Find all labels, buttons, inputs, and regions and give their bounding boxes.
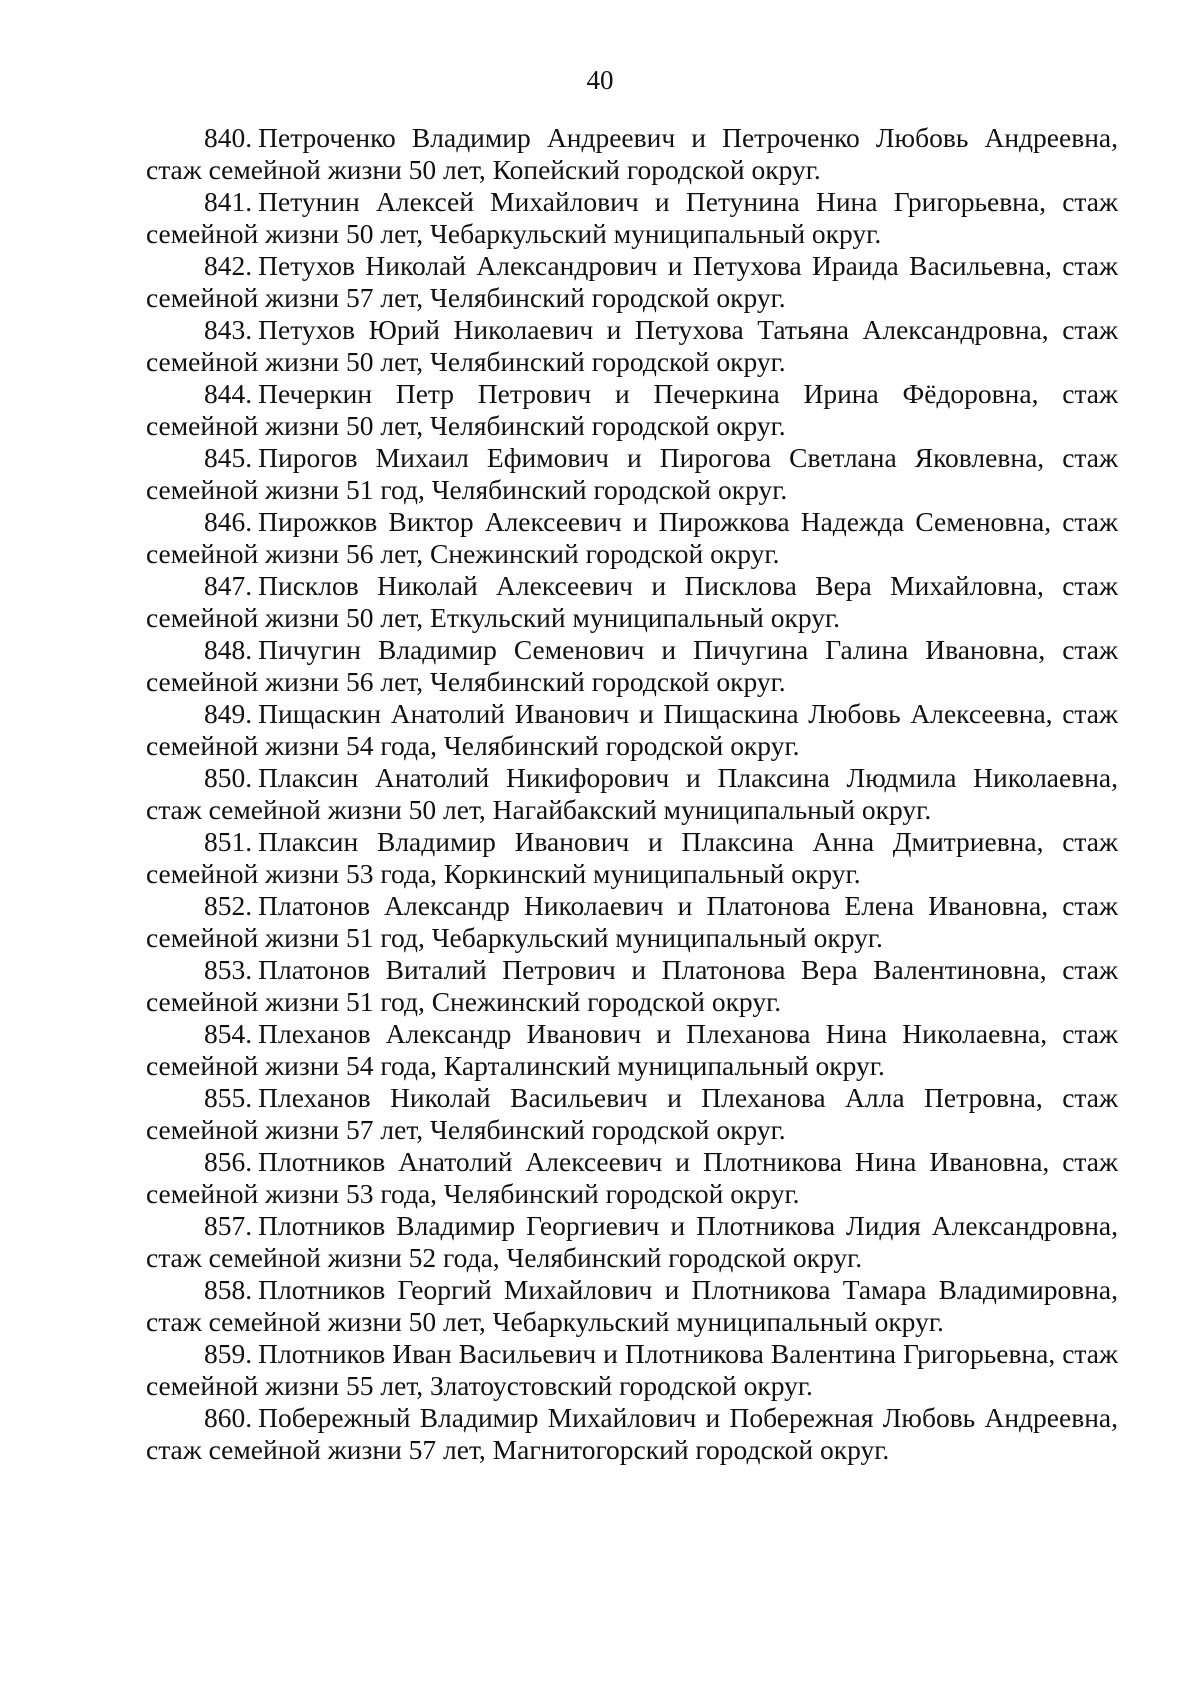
entry-number: 843. — [204, 314, 253, 345]
entry-number: 858. — [204, 1274, 253, 1305]
entry-number: 849. — [204, 698, 253, 729]
list-item — [146, 1082, 1118, 1146]
list-item — [146, 1274, 1118, 1338]
entry-text: Плотников Георгий Михайлович и Плотникова Тамара Владимировна, стаж семейной жизни 50 лет, Чебаркульский муниципальный округ. — [146, 1274, 1118, 1337]
entry-text: Плотников Анатолий Алексеевич и Плотникова Нина Ивановна, стаж семейной жизни 53 года, Челябинский городской округ. — [146, 1146, 1118, 1209]
entry-text: Петунин Алексей Михайлович и Петунина Нина Григорьевна, стаж семейной жизни 50 лет, Чебаркульский муниципальный округ. — [146, 186, 1118, 249]
entry-number: 852. — [204, 890, 253, 921]
list-item — [146, 506, 1118, 570]
list-item — [146, 1210, 1118, 1274]
list-item — [146, 186, 1118, 250]
list-item — [146, 570, 1118, 634]
list-item — [146, 1338, 1118, 1402]
entry-number: 853. — [204, 954, 253, 985]
entry-text: Побережный Владимир Михайлович и Побережная Любовь Андреевна, стаж семейной жизни 57 лет, Магнитогорский городской округ. — [146, 1402, 1118, 1465]
list-item — [146, 1146, 1118, 1210]
entry-number: 855. — [204, 1082, 253, 1113]
entry-number: 844. — [204, 378, 253, 409]
list-item — [146, 442, 1118, 506]
entry-number: 860. — [204, 1402, 253, 1433]
page-number: 40 — [586, 65, 614, 95]
entry-number: 857. — [204, 1210, 253, 1241]
list-item — [146, 698, 1118, 762]
entry-number: 841. — [204, 186, 253, 217]
entry-number: 859. — [204, 1338, 253, 1369]
list-item — [146, 122, 1118, 186]
entry-text: Платонов Александр Николаевич и Платонова Елена Ивановна, стаж семейной жизни 51 год, Чебаркульский муниципальный округ. — [146, 890, 1118, 953]
list-item — [146, 1018, 1118, 1082]
entry-text: Пирожков Виктор Алексеевич и Пирожкова Надежда Семеновна, стаж семейной жизни 56 лет, Снежинский городской округ. — [146, 506, 1118, 569]
entry-text: Плотников Иван Васильевич и Плотникова Валентина Григорьевна, стаж семейной жизни 55 лет, Златоустовский городской округ. — [146, 1338, 1118, 1401]
entry-text: Плеханов Николай Васильевич и Плеханова Алла Петровна, стаж семейной жизни 57 лет, Челябинский городской округ. — [146, 1082, 1118, 1145]
entry-number: 848. — [204, 634, 253, 665]
entry-text: Пищаскин Анатолий Иванович и Пищаскина Любовь Алексеевна, стаж семейной жизни 54 года, Челябинский городской округ. — [146, 698, 1118, 761]
entry-number: 846. — [204, 506, 253, 537]
entry-number: 842. — [204, 250, 253, 281]
list-item — [146, 314, 1118, 378]
entry-number: 847. — [204, 570, 253, 601]
list-item — [146, 954, 1118, 1018]
entry-text: Петухов Юрий Николаевич и Петухова Татьяна Александровна, стаж семейной жизни 50 лет, Челябинский городской округ. — [146, 314, 1118, 377]
entry-number: 856. — [204, 1146, 253, 1177]
entry-number: 850. — [204, 762, 253, 793]
list-item — [146, 890, 1118, 954]
entry-text: Плаксин Владимир Иванович и Плаксина Анна Дмитриевна, стаж семейной жизни 53 года, Коркинский муниципальный округ. — [146, 826, 1118, 889]
list-item — [146, 1402, 1118, 1466]
entry-text: Печеркин Петр Петрович и Печеркина Ирина Фёдоровна, стаж семейной жизни 50 лет, Челябинский городской округ. — [146, 378, 1118, 441]
entry-text: Платонов Виталий Петрович и Платонова Вера Валентиновна, стаж семейной жизни 51 год, Снежинский городской округ. — [146, 954, 1118, 1017]
award-list — [146, 122, 1118, 1466]
entry-text: Петухов Николай Александрович и Петухова Ираида Васильевна, стаж семейной жизни 57 лет, Челябинский городской округ. — [146, 250, 1118, 313]
entry-text: Пичугин Владимир Семенович и Пичугина Галина Ивановна, стаж семейной жизни 56 лет, Челябинский городской округ. — [146, 634, 1118, 697]
entry-text: Петроченко Владимир Андреевич и Петроченко Любовь Андреевна, стаж семейной жизни 50 лет, Копейский городской округ. — [146, 122, 1118, 185]
entry-number: 851. — [204, 826, 253, 857]
list-item — [146, 826, 1118, 890]
list-item — [146, 250, 1118, 314]
list-item — [146, 762, 1118, 826]
list-item — [146, 634, 1118, 698]
entry-number: 854. — [204, 1018, 253, 1049]
entry-text: Плотников Владимир Георгиевич и Плотникова Лидия Александровна, стаж семейной жизни 52 года, Челябинский городской округ. — [146, 1210, 1118, 1273]
entry-number: 845. — [204, 442, 253, 473]
entry-text: Плаксин Анатолий Никифорович и Плаксина Людмила Николаевна, стаж семейной жизни 50 лет, Нагайбакский муниципальный округ. — [146, 762, 1118, 825]
entry-number: 840. — [204, 122, 253, 153]
entry-text: Пирогов Михаил Ефимович и Пирогова Светлана Яковлевна, стаж семейной жизни 51 год, Челябинский городской округ. — [146, 442, 1118, 505]
list-item — [146, 378, 1118, 442]
entry-text: Писклов Николай Алексеевич и Писклова Вера Михайловна, стаж семейной жизни 50 лет, Еткульский муниципальный округ. — [146, 570, 1118, 633]
entry-text: Плеханов Александр Иванович и Плеханова Нина Николаевна, стаж семейной жизни 54 года, Карталинский муниципальный округ. — [146, 1018, 1118, 1081]
